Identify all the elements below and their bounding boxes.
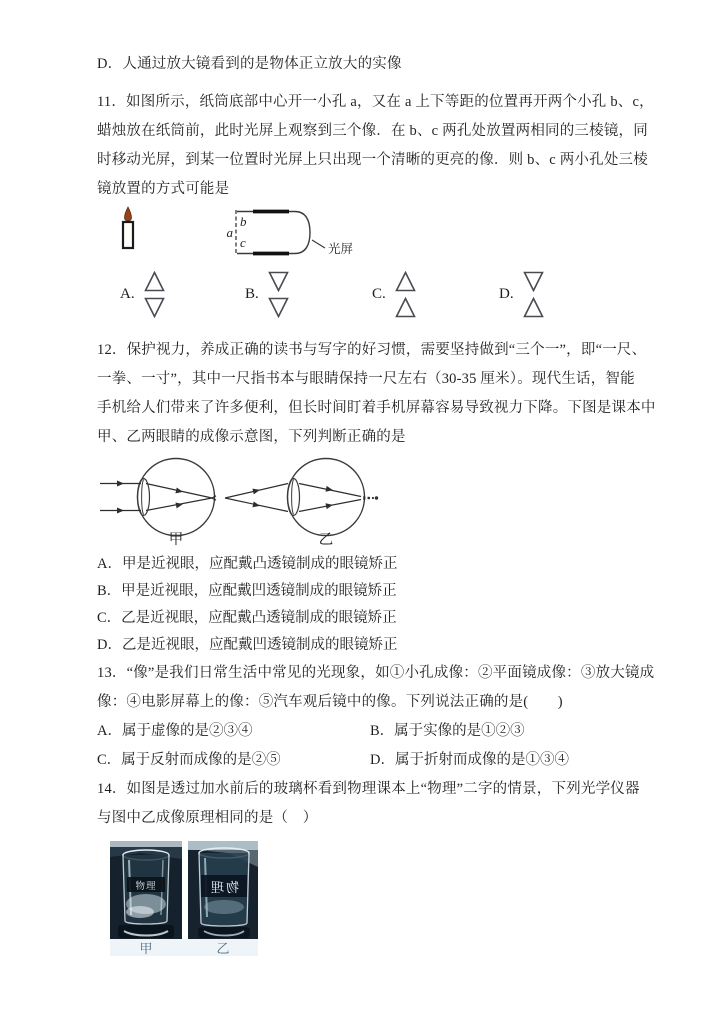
- question-12-line-4: 甲、乙两眼睛的成像示意图，下列判断正确的是: [97, 429, 406, 445]
- prism-down-icon: [523, 271, 544, 292]
- option-a-label: A.: [120, 285, 135, 302]
- q11-option-b: [245, 262, 289, 326]
- question-13-line-2: 像：④电影屏幕上的像：⑤汽车观后镜中的像。下列说法正确的是( ): [97, 694, 563, 710]
- q11-option-c: [372, 262, 416, 326]
- hole-c-label: c: [240, 235, 246, 250]
- photo-labels-row: [110, 939, 258, 956]
- paper-tube: [236, 210, 325, 254]
- q13-option-d: D．属于折射而成像的是①③④: [370, 752, 569, 768]
- prism-stack-a: [144, 271, 165, 318]
- q12-option-a: A．甲是近视眼，应配戴凸透镜制成的眼镜矫正: [97, 556, 398, 572]
- prism-down-icon: [268, 297, 289, 318]
- q11-options-row: [97, 262, 624, 326]
- prism-up-icon: [395, 271, 416, 292]
- question-11-text: [97, 88, 654, 204]
- screen-label: 光屏: [328, 242, 354, 256]
- eyes-diagram: [97, 452, 387, 549]
- figure-q11-pinhole-tube: [109, 204, 624, 256]
- prism-up-icon: [523, 297, 544, 318]
- question-11-line-1: 11．如图所示，纸筒底部中心开一小孔 a，又在 a 上下等距的位置再开两个小孔 b、c，: [97, 94, 654, 110]
- right-eye-hyperopia-diagram: [225, 459, 378, 536]
- book-text-mirrored: 物理: [208, 880, 240, 895]
- question-12-line-3: 手机给人们带来了许多便利，但长时间盯着手机屏幕容易导致视力下降。下图是课本中: [97, 400, 656, 416]
- q12-option-d: D．乙是近视眼，应配戴凹透镜制成的眼镜矫正: [97, 637, 398, 653]
- figure-q14-glasses-photos: [110, 841, 258, 956]
- option-d-previous-question: D．人通过放大镜看到的是物体正立放大的实像: [97, 56, 402, 72]
- hole-a-label: a: [226, 225, 233, 240]
- candle-icon: [123, 207, 133, 248]
- figure-q12-eyes: [97, 452, 624, 549]
- pinhole-tube-diagram: [109, 204, 359, 256]
- q12-option-c: C．乙是近视眼，应配戴凸透镜制成的眼镜矫正: [97, 610, 397, 626]
- question-14-text: [97, 775, 640, 833]
- question-13-text: [97, 659, 655, 717]
- prism-stack-c: [395, 271, 416, 318]
- prism-down-icon: [268, 271, 289, 292]
- question-11-line-2: 蜡烛放在纸筒前，此时光屏上观察到三个像．在 b、c 两孔处放置两相同的三棱镜，同: [97, 123, 648, 139]
- question-12-text: [97, 336, 656, 452]
- hole-b-label: b: [240, 214, 247, 229]
- photo-strip: [110, 841, 258, 939]
- question-11-line-3: 时移动光屏，到某一位置时光屏上只出现一个清晰的更亮的像．则 b、c 两小孔处三棱: [97, 152, 648, 168]
- photo-left-label: 甲: [139, 941, 153, 956]
- q12-option-b: B．甲是近视眼，应配戴凹透镜制成的眼镜矫正: [97, 583, 397, 599]
- prism-stack-b: [268, 271, 289, 318]
- option-b-label: B.: [245, 285, 259, 302]
- photo-glass-without-water: [110, 841, 182, 939]
- prism-stack-d: [523, 271, 544, 318]
- q13-options: [97, 717, 624, 775]
- question-11-line-4: 镜放置的方式可能是: [97, 181, 230, 197]
- prism-down-icon: [144, 297, 165, 318]
- q11-option-d: [499, 262, 544, 326]
- right-eye-label: 乙: [318, 532, 334, 548]
- question-13-line-1: 13．“像”是我们日常生活中常见的光现象，如①小孔成像：②平面镜成像：③放大镜成: [97, 665, 655, 681]
- question-14-line-2: 与图中乙成像原理相同的是（ ）: [97, 810, 318, 826]
- prism-up-icon: [395, 297, 416, 318]
- q13-option-a: A．属于虚像的是②③④: [97, 723, 253, 739]
- question-12-line-2: 一拳、一寸”，其中一尺指书本与眼睛保持一尺左右（30-35 厘米）。现代生话，智能: [97, 371, 635, 387]
- question-12-line-1: 12．保护视力，养成正确的读书与写字的好习惯，需要坚持做到“三个一”，即“一尺、: [97, 342, 647, 358]
- question-14-line-1: 14．如图是透过加水前后的玻璃杯看到物理课本上“物理”二字的情景，下列光学仪器: [97, 781, 640, 797]
- document-page: [97, 0, 656, 956]
- prism-up-icon: [144, 271, 165, 292]
- q12-options: [97, 551, 624, 659]
- option-d-label: D.: [499, 285, 514, 302]
- q13-option-c: C．属于反射而成像的是②⑤: [97, 752, 281, 768]
- q13-option-b: B．属于实像的是①②③: [370, 723, 525, 739]
- left-eye-label: 甲: [168, 532, 184, 548]
- photo-right-label: 乙: [216, 941, 230, 956]
- q11-option-a: [120, 262, 165, 326]
- option-c-label: C.: [372, 285, 386, 302]
- book-text-normal: 物理: [135, 882, 157, 892]
- photo-glass-with-water: [188, 841, 258, 939]
- left-eye-myopia-diagram: [100, 459, 216, 536]
